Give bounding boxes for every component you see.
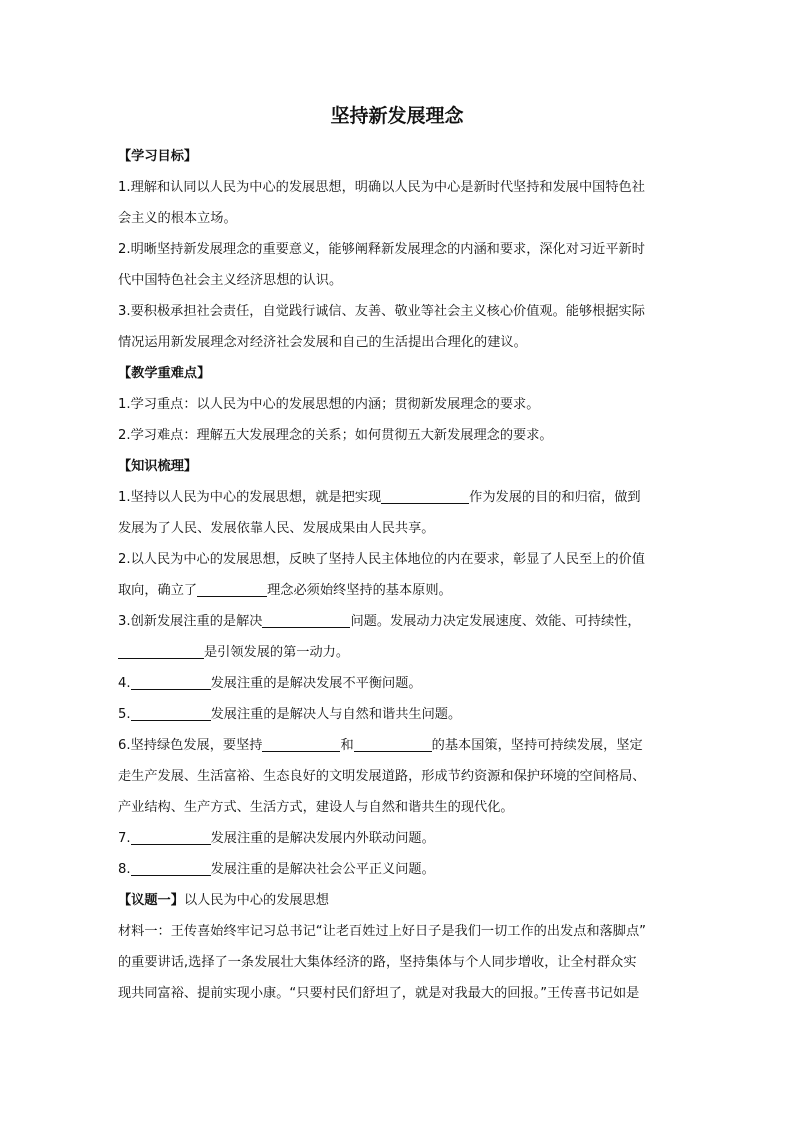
- question-text: 发展注重的是解决发展内外联动问题。: [210, 831, 435, 846]
- fill-blank: [131, 860, 211, 876]
- goal-line: 1.理解和认同以人民为中心的发展思想，明确以人民为中心是新时代坚持和发展中国特色社: [118, 180, 645, 195]
- goal-line: 2.明晰坚持新发展理念的重要意义，能够阐释新发展理念的内涵和要求，深化对习近平新时: [118, 242, 645, 257]
- question-number: 5.: [118, 707, 131, 722]
- question-text: 问题。发展动力决定发展速度、效能、可持续性，: [350, 614, 641, 629]
- question-text: 是引领发展的第一动力。: [204, 645, 350, 660]
- page-title: 坚持新发展理念: [330, 105, 464, 127]
- topic-1-label: 【议题一】: [118, 893, 184, 908]
- question-4: [118, 668, 680, 699]
- question-text: 取向，确立了: [118, 583, 198, 598]
- section-heading-knowledge: 【知识梳理】: [118, 459, 198, 474]
- fill-blank: [354, 736, 432, 752]
- fill-blank: [262, 736, 340, 752]
- question-5: [118, 699, 680, 730]
- material-line: 材料一：王传喜始终牢记习总书记“让老百姓过上好日子是我们一切工作的出发点和落脚点”: [118, 924, 646, 939]
- key-point-line: 1.学习重点：以人民为中心的发展思想的内涵；贯彻新发展理念的要求。: [118, 397, 540, 412]
- question-text: 6.坚持绿色发展，要坚持: [118, 738, 263, 753]
- fill-blank: [131, 829, 211, 845]
- question-6-line-3: 产业结构、生产方式、生活方式，建设人与自然和谐共生的现代化。: [118, 800, 514, 815]
- question-text: 作为发展的目的和归宿，做到: [469, 490, 641, 505]
- question-number: 7.: [118, 831, 131, 846]
- fill-blank: [118, 643, 204, 659]
- question-6-line-1: [118, 730, 680, 761]
- question-1-line-2: 发展为了人民、发展依靠人民、发展成果由人民共享。: [118, 521, 435, 536]
- material-line: 现共同富裕、提前实现小康。“只要村民们舒坦了，就是对我最大的回报。”王传喜书记如是: [118, 986, 640, 1001]
- document-body: [118, 141, 680, 1009]
- fill-blank: [381, 488, 469, 504]
- fill-blank: [131, 705, 211, 721]
- fill-blank: [131, 674, 211, 690]
- question-number: 4.: [118, 676, 131, 691]
- fill-blank: [197, 581, 267, 597]
- question-3-line-1: [118, 606, 680, 637]
- goal-line: 代中国特色社会主义经济思想的认识。: [118, 273, 343, 288]
- question-1-line-1: [118, 482, 680, 513]
- fill-blank: [262, 612, 350, 628]
- question-2-line-2: [118, 575, 680, 606]
- question-2-line-1: 2.以人民为中心的发展思想，反映了坚持人民主体地位的内在要求，彰显了人民至上的价值: [118, 552, 645, 567]
- question-text: 发展注重的是解决人与自然和谐共生问题。: [210, 707, 462, 722]
- question-8: [118, 854, 680, 885]
- question-text: 发展注重的是解决发展不平衡问题。: [210, 676, 422, 691]
- question-3-line-2: [118, 637, 680, 668]
- goal-line: 会主义的根本立场。: [118, 211, 237, 226]
- goal-line: 3.要积极承担社会责任，自觉践行诚信、友善、敬业等社会主义核心价值观。能够根据实际: [118, 304, 645, 319]
- question-text: 发展注重的是解决社会公平正义问题。: [210, 862, 435, 877]
- question-text: 和: [340, 738, 354, 753]
- key-point-line: 2.学习难点：理解五大发展理念的关系；如何贯彻五大新发展理念的要求。: [118, 428, 553, 443]
- section-heading-goals: 【学习目标】: [118, 149, 198, 164]
- question-text: 1.坚持以人民为中心的发展思想，就是把实现: [118, 490, 382, 505]
- material-line: 的重要讲话,选择了一条发展壮大集体经济的路，坚持集体与个人同步增收，让全村群众实: [118, 955, 637, 970]
- question-7: [118, 823, 680, 854]
- question-number: 8.: [118, 862, 131, 877]
- topic-1-title: 以人民为中心的发展思想: [183, 893, 329, 908]
- question-6-line-2: 走生产发展、生活富裕、生态良好的文明发展道路，形成节约资源和保护环境的空间格局、: [118, 769, 646, 784]
- section-heading-key-points: 【教学重难点】: [118, 366, 211, 381]
- goal-line: 情况运用新发展理念对经济社会发展和自己的生活提出合理化的建议。: [118, 335, 527, 350]
- question-text: 的基本国策，坚持可持续发展，坚定: [431, 738, 643, 753]
- question-text: 理念必须始终坚持的基本原则。: [267, 583, 452, 598]
- question-text: 3.创新发展注重的是解决: [118, 614, 263, 629]
- topic-1-heading: [118, 885, 680, 916]
